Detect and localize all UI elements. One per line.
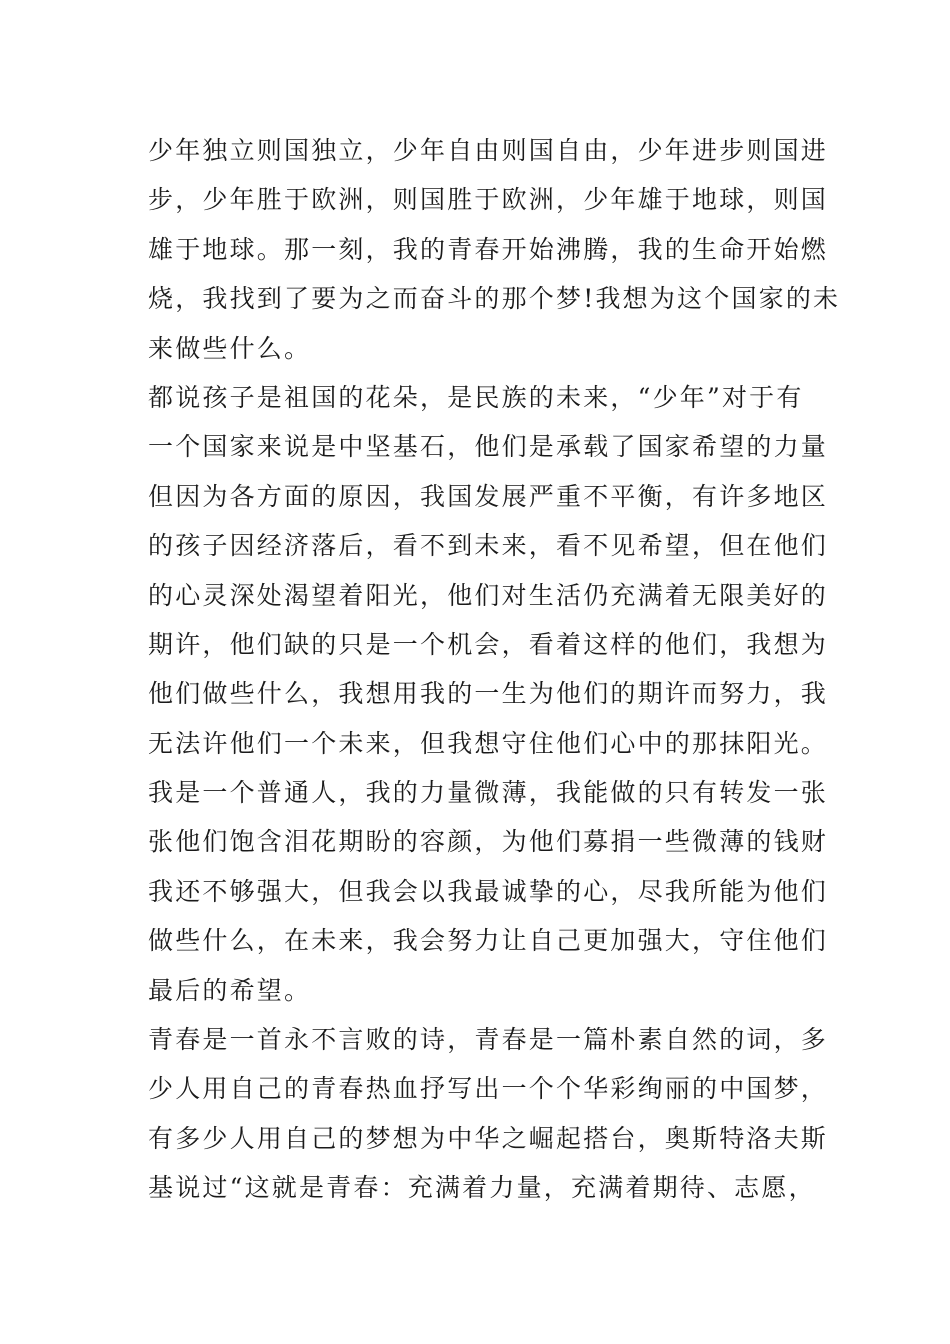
text-line: 雄于地球。那一刻，我的青春开始沸腾，我的生命开始燃 (148, 234, 829, 264)
text-line: 的孩子因经济落后，看不到未来，看不见希望，但在他们 (148, 531, 829, 561)
text-line: 一个国家来说是中坚基石，他们是承载了国家希望的力量 (148, 432, 829, 462)
text-line: 无法许他们一个未来，但我想守住他们心中的那抹阳光。 (148, 728, 829, 758)
text-line: 少人用自己的青春热血抒写出一个个华彩绚丽的中国梦， (148, 1074, 829, 1104)
text-line: 基说过“这就是青春：充满着力量，充满着期待、志愿， (148, 1173, 816, 1203)
text-line: 少年独立则国独立，少年自由则国自由，少年进步则国进 (148, 136, 829, 165)
text-line: 做些什么，在未来，我会努力让自己更加强大，守住他们 (148, 926, 829, 956)
text-line: 烧，我找到了要为之而奋斗的那个梦!我想为这个国家的未 (148, 284, 841, 314)
text-line: 青春是一首永不言败的诗，青春是一篇朴素自然的词，多 (148, 1025, 829, 1055)
text-line: 但因为各方面的原因，我国发展严重不平衡，有许多地区 (148, 481, 829, 511)
text-line: 都说孩子是祖国的花朵，是民族的未来，“少年”对于有 (148, 382, 804, 412)
text-line: 最后的希望。 (148, 975, 312, 1005)
text-line: 来做些什么。 (148, 333, 312, 363)
text-line: 我是一个普通人，我的力量微薄，我能做的只有转发一张 (148, 778, 829, 808)
text-line: 他们做些什么，我想用我的一生为他们的期许而努力，我 (148, 679, 829, 709)
text-line: 有多少人用自己的梦想为中华之崛起搭台，奥斯特洛夫斯 (148, 1123, 829, 1153)
body-text (148, 126, 841, 1213)
text-line: 期许，他们缺的只是一个机会，看着这样的他们，我想为 (148, 629, 829, 659)
text-line: 我还不够强大，但我会以我最诚挚的心，尽我所能为他们 (148, 876, 829, 906)
text-line: 张他们饱含泪花期盼的容颜，为他们募捐一些微薄的钱财 (148, 827, 829, 857)
text-line: 步，少年胜于欧洲，则国胜于欧洲，少年雄于地球，则国 (148, 185, 829, 215)
text-line: 的心灵深处渴望着阳光，他们对生活仍充满着无限美好的 (148, 580, 829, 610)
